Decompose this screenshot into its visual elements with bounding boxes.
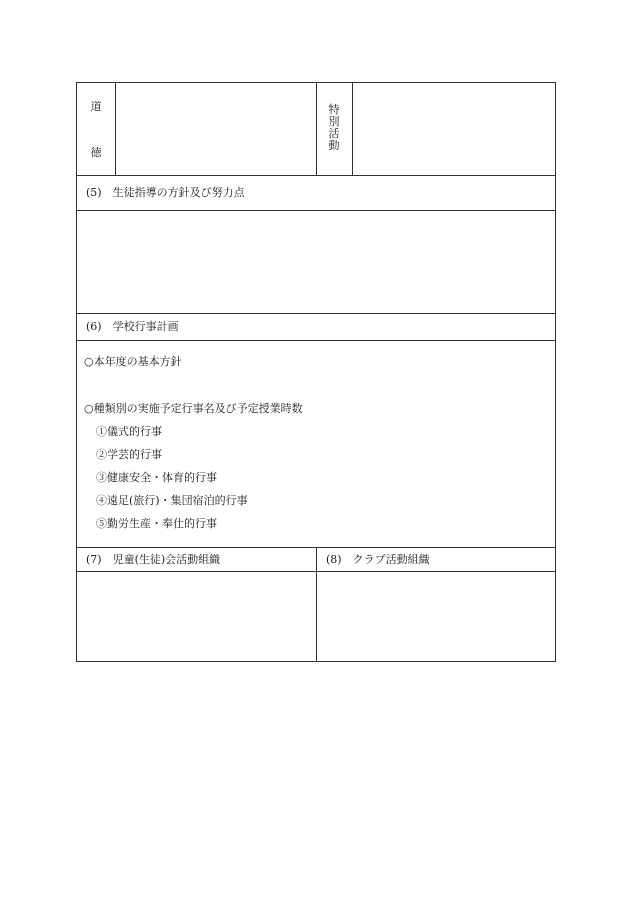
form-table	[76, 82, 556, 662]
special-activities-label-char-3: 活	[328, 127, 340, 140]
basic-policy-label: ○本年度の基本方針	[84, 355, 182, 368]
event-item-labor-service: ⑤勤労生産・奉仕的行事	[96, 517, 217, 530]
special-activities-label-char-2: 別	[328, 115, 340, 128]
event-item-cultural: ②学芸的行事	[96, 448, 162, 461]
special-activities-label-char-4: 動	[328, 139, 340, 152]
event-types-heading: ○種類別の実施予定行事名及び予定授業時数	[84, 402, 303, 415]
special-activities-input-area[interactable]	[353, 83, 555, 175]
section7-input-area[interactable]	[77, 572, 316, 661]
section6-heading: (6) 学校行事計画	[86, 320, 179, 333]
moral-label-char-1: 道	[90, 100, 102, 113]
special-activities-label-char-1: 特	[328, 103, 340, 116]
divider	[316, 83, 317, 175]
section5-input-area[interactable]	[77, 211, 555, 313]
event-item-health-sports: ③健康安全・体育的行事	[96, 471, 217, 484]
section8-heading: (8) クラブ活動組織	[326, 553, 430, 566]
moral-input-area[interactable]	[116, 83, 316, 175]
section5-heading: (5) 生徒指導の方針及び努力点	[86, 186, 245, 199]
section7-heading: (7) 児童(生徒)会活動組織	[86, 553, 221, 566]
event-item-ceremonial: ①儀式的行事	[96, 425, 162, 438]
divider	[77, 313, 555, 314]
event-item-excursion: ④遠足(旅行)・集団宿泊的行事	[96, 494, 248, 507]
divider	[77, 175, 555, 176]
section8-input-area[interactable]	[317, 572, 555, 661]
divider	[77, 340, 555, 341]
moral-label-char-2: 徳	[90, 146, 102, 159]
